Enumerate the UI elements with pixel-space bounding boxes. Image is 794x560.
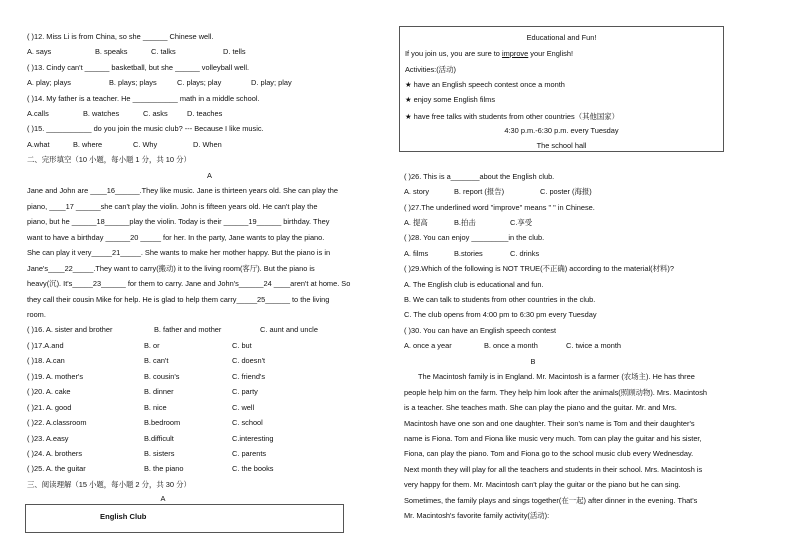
passage-b-line: The Macintosh family is in England. Mr. Macintosh is a farmer (农场主). He has three <box>418 372 695 381</box>
cloze-option-a[interactable]: ( )18. A.can <box>27 356 65 365</box>
q14-stem: ( )14. My father is a teacher. He ___________ math in a middle school. <box>27 94 260 103</box>
q12-option-b[interactable]: B. speaks <box>95 47 128 56</box>
cloze-question-17 <box>27 341 252 351</box>
cloze-option-a[interactable]: ( )20. A. cake <box>27 387 71 396</box>
q26-stem: ( )26. This is a_______about the English club. <box>404 172 555 181</box>
cloze-option-b[interactable]: B. can't <box>144 356 169 365</box>
cloze-line: Jane's____22_____.They want to carry(搬动) it to the living room(客厅). But the piano is <box>27 264 315 273</box>
q14-option-a[interactable]: A.calls <box>27 109 49 118</box>
cloze-option-a[interactable]: ( )19. A. mother's <box>27 372 84 381</box>
cloze-option-b[interactable]: B.bedroom <box>144 418 181 427</box>
cloze-question-19 <box>27 372 265 382</box>
q15-options <box>27 140 222 150</box>
q27-option-c[interactable]: C.享受 <box>510 218 533 227</box>
cloze-option-a[interactable]: ( )23. A.easy <box>27 434 69 443</box>
notice-line1-text: If you join us, you are sure to <box>405 49 502 58</box>
passage-b-line: Macintosh have one son and one daughter. Their son's name is Tom and their daughter's <box>404 419 695 428</box>
passage-b-line: very happy for them. Mr. Macintosh can't play the guitar or the piano but he can sing. <box>404 480 681 489</box>
q28-option-a[interactable]: A. films <box>404 249 429 258</box>
cloze-question-18 <box>27 356 265 366</box>
cloze-line: heavy(沉). It's_____23______ for them to carry. Jane and John's______24 ____aren't at home. So <box>27 279 351 288</box>
q12-options <box>27 47 246 57</box>
passage-b-line: people help him on the farm. They help him look after the animals(照顾动物). Mrs. Macintosh <box>404 388 708 397</box>
cloze-question-24 <box>27 449 266 459</box>
q29-option-b[interactable]: B. We can talk to students from other countries in the club. <box>404 295 596 304</box>
passage-b-line: Next month they will play for all the teachers and students in their school. Mrs. Macintosh is <box>404 465 703 474</box>
cloze-line: room. <box>27 310 46 319</box>
q13-option-d[interactable]: D. play; play <box>251 78 292 87</box>
q27-option-b[interactable]: B.拍击 <box>454 218 476 227</box>
q30-option-b[interactable]: B. once a month <box>484 341 538 350</box>
cloze-option-c[interactable]: C. school <box>232 418 263 427</box>
cloze-option-a[interactable]: ( )22. A.classroom <box>27 418 87 427</box>
cloze-option-b[interactable]: B.difficult <box>144 434 174 443</box>
cloze-option-c[interactable]: C. but <box>232 341 252 350</box>
english-club-box <box>25 504 344 533</box>
cloze-line: Jane and John are ____16______.They like music. Jane is thirteen years old. She can play the <box>27 186 339 195</box>
q30-options <box>404 341 621 351</box>
cloze-option-b[interactable]: B. or <box>144 341 160 350</box>
q14-options <box>27 109 222 119</box>
club-notice-box <box>399 26 724 152</box>
cloze-question-20 <box>27 387 258 397</box>
q13-options <box>27 78 292 88</box>
section2-heading: 二、完形填空（10 小题，每小题 1 分，共 10 分） <box>27 155 191 164</box>
cloze-option-b[interactable]: B. dinner <box>144 387 174 396</box>
q26-option-a[interactable]: A. story <box>404 187 430 196</box>
notice-place: The school hall <box>536 141 587 150</box>
q13-option-b[interactable]: B. plays; plays <box>109 78 157 87</box>
q28-options <box>404 249 539 259</box>
q29-option-a[interactable]: A. The English club is educational and fun. <box>404 280 544 289</box>
cloze-option-b[interactable]: B. father and mother <box>154 325 222 334</box>
cloze-question-25 <box>27 464 274 474</box>
cloze-line: want to have a birthday ______20 _____ for her. In the party, Jane wants to play the piano. <box>27 233 325 242</box>
q26-options <box>404 187 592 197</box>
notice-line1 <box>405 49 573 58</box>
cloze-option-c[interactable]: C.interesting <box>232 434 274 443</box>
cloze-option-c[interactable]: C. party <box>232 387 258 396</box>
q30-option-a[interactable]: A. once a year <box>404 341 452 350</box>
q13-option-c[interactable]: C. plays; play <box>177 78 222 87</box>
q15-stem: ( )15. ___________ do you join the music club? --- Because I like music. <box>27 124 264 133</box>
q29-stem: ( )29.Which of the following is NOT TRUE(不正确) according to the material(材料)? <box>404 264 674 273</box>
passage-b-line: Fiona, can play the piano. Tom and Fiona go to the school music club every Wednesday. <box>404 449 694 458</box>
q13-option-a[interactable]: A. play; plays <box>27 78 71 87</box>
cloze-option-a[interactable]: ( )25. A. the guitar <box>27 464 86 473</box>
q15-option-a[interactable]: A.what <box>27 140 50 149</box>
q28-option-b[interactable]: B.stories <box>454 249 483 258</box>
notice-activities: Activities:(活动) <box>405 65 456 74</box>
q12-option-d[interactable]: D. tells <box>223 47 246 56</box>
cloze-option-b[interactable]: B. nice <box>144 403 167 412</box>
cloze-option-a[interactable]: ( )21. A. good <box>27 403 72 412</box>
cloze-option-c[interactable]: C. the books <box>232 464 274 473</box>
cloze-option-c[interactable]: C. doesn't <box>232 356 266 365</box>
q29-option-c[interactable]: C. The club opens from 4:00 pm to 6:30 pm every Tuesday <box>404 310 597 319</box>
q15-option-b[interactable]: B. where <box>73 140 103 149</box>
cloze-option-b[interactable]: B. the piano <box>144 464 184 473</box>
passage-a-label: A <box>207 171 212 180</box>
q27-stem: ( )27.The underlined word "improve" means " " in Chinese. <box>404 203 595 212</box>
cloze-line: She can play it very_____21_____. She wants to make her mother happy. But the piano is in <box>27 248 331 257</box>
notice-line1-end: your English! <box>528 49 574 58</box>
notice-time: 4:30 p.m.-6:30 p.m. every Tuesday <box>504 126 619 135</box>
section3-a-label: A <box>160 494 166 503</box>
q14-option-c[interactable]: C. asks <box>143 109 168 118</box>
cloze-option-c[interactable]: C. aunt and uncle <box>260 325 318 334</box>
q12-option-c[interactable]: C. talks <box>151 47 176 56</box>
q12-stem: ( )12. Miss Li is from China, so she ______ Chinese well. <box>27 32 214 41</box>
q14-option-d[interactable]: D. teaches <box>187 109 223 118</box>
cloze-option-b[interactable]: B. sisters <box>144 449 175 458</box>
q13-stem: ( )13. Cindy can't ______ basketball, but she ______ volleyball well. <box>27 63 250 72</box>
q30-option-c[interactable]: C. twice a month <box>566 341 622 350</box>
q15-option-c[interactable]: C. Why <box>133 140 158 149</box>
q27-option-a[interactable]: A. 提高 <box>404 218 428 227</box>
english-club-title: English Club <box>100 512 147 521</box>
notice-item: ★ have free talks with students from other countries（其他国家） <box>405 112 620 121</box>
passage-b-line: Mr. Macintosh's favorite family activity(活动): <box>404 511 550 520</box>
q26-option-b[interactable]: B. report (报告) <box>454 187 505 196</box>
q14-option-b[interactable]: B. watches <box>83 109 120 118</box>
cloze-option-a[interactable]: ( )24. A. brothers <box>27 449 83 458</box>
cloze-option-c[interactable]: C. parents <box>232 449 267 458</box>
notice-item: ★ enjoy some English films <box>405 95 496 104</box>
q12-option-a[interactable]: A. says <box>27 47 52 56</box>
notice-title: Educational and Fun! <box>526 33 597 42</box>
passage-b-line: Sometimes, the family plays and sings together(在一起) after dinner in the evening. That's <box>404 496 698 505</box>
passage-b-line: is a teacher. She teaches math. She can play the piano and the guitar. Mr. and Mrs. <box>404 403 677 412</box>
cloze-question-21 <box>27 403 254 413</box>
q28-option-c[interactable]: C. drinks <box>510 249 540 258</box>
cloze-option-c[interactable]: C. well <box>232 403 255 412</box>
cloze-question-23 <box>27 434 274 444</box>
cloze-question-16 <box>27 325 318 335</box>
q26-option-c[interactable]: C. poster (海报) <box>540 187 592 196</box>
passage-b-line: name is Fiona. Tom and Fiona like music very much. Tom can play the guitar and his sister, <box>404 434 702 443</box>
q28-stem: ( )28. You can enjoy _________in the club. <box>404 233 545 242</box>
cloze-line: piano, but he ______18______play the violin. Today is their ______19______ birthday. They <box>27 217 330 226</box>
q30-stem: ( )30. You can have an English speech contest <box>404 326 557 335</box>
improve-word: improve <box>501 49 529 58</box>
cloze-line: they call their cousin Mike for help. He is glad to help them carry_____25______ to the living <box>27 295 330 304</box>
q15-option-d[interactable]: D. When <box>193 140 222 149</box>
section3-heading: 三、阅读理解（15 小题，每小题 2 分，共 30 分） <box>27 480 191 489</box>
cloze-question-22 <box>27 418 263 428</box>
cloze-option-c[interactable]: C. friend's <box>232 372 266 381</box>
q27-options <box>404 218 532 228</box>
notice-item: ★ have an English speech contest once a month <box>405 80 565 89</box>
cloze-option-b[interactable]: B. cousin's <box>144 372 180 381</box>
cloze-option-a[interactable]: ( )17.A.and <box>27 341 64 350</box>
cloze-option-a[interactable]: ( )16. A. sister and brother <box>27 325 113 334</box>
cloze-line: piano, ____17 ______she can't play the violin. John is fifteen years old. He can't play the <box>27 202 318 211</box>
passage-b-label: B <box>530 357 536 366</box>
